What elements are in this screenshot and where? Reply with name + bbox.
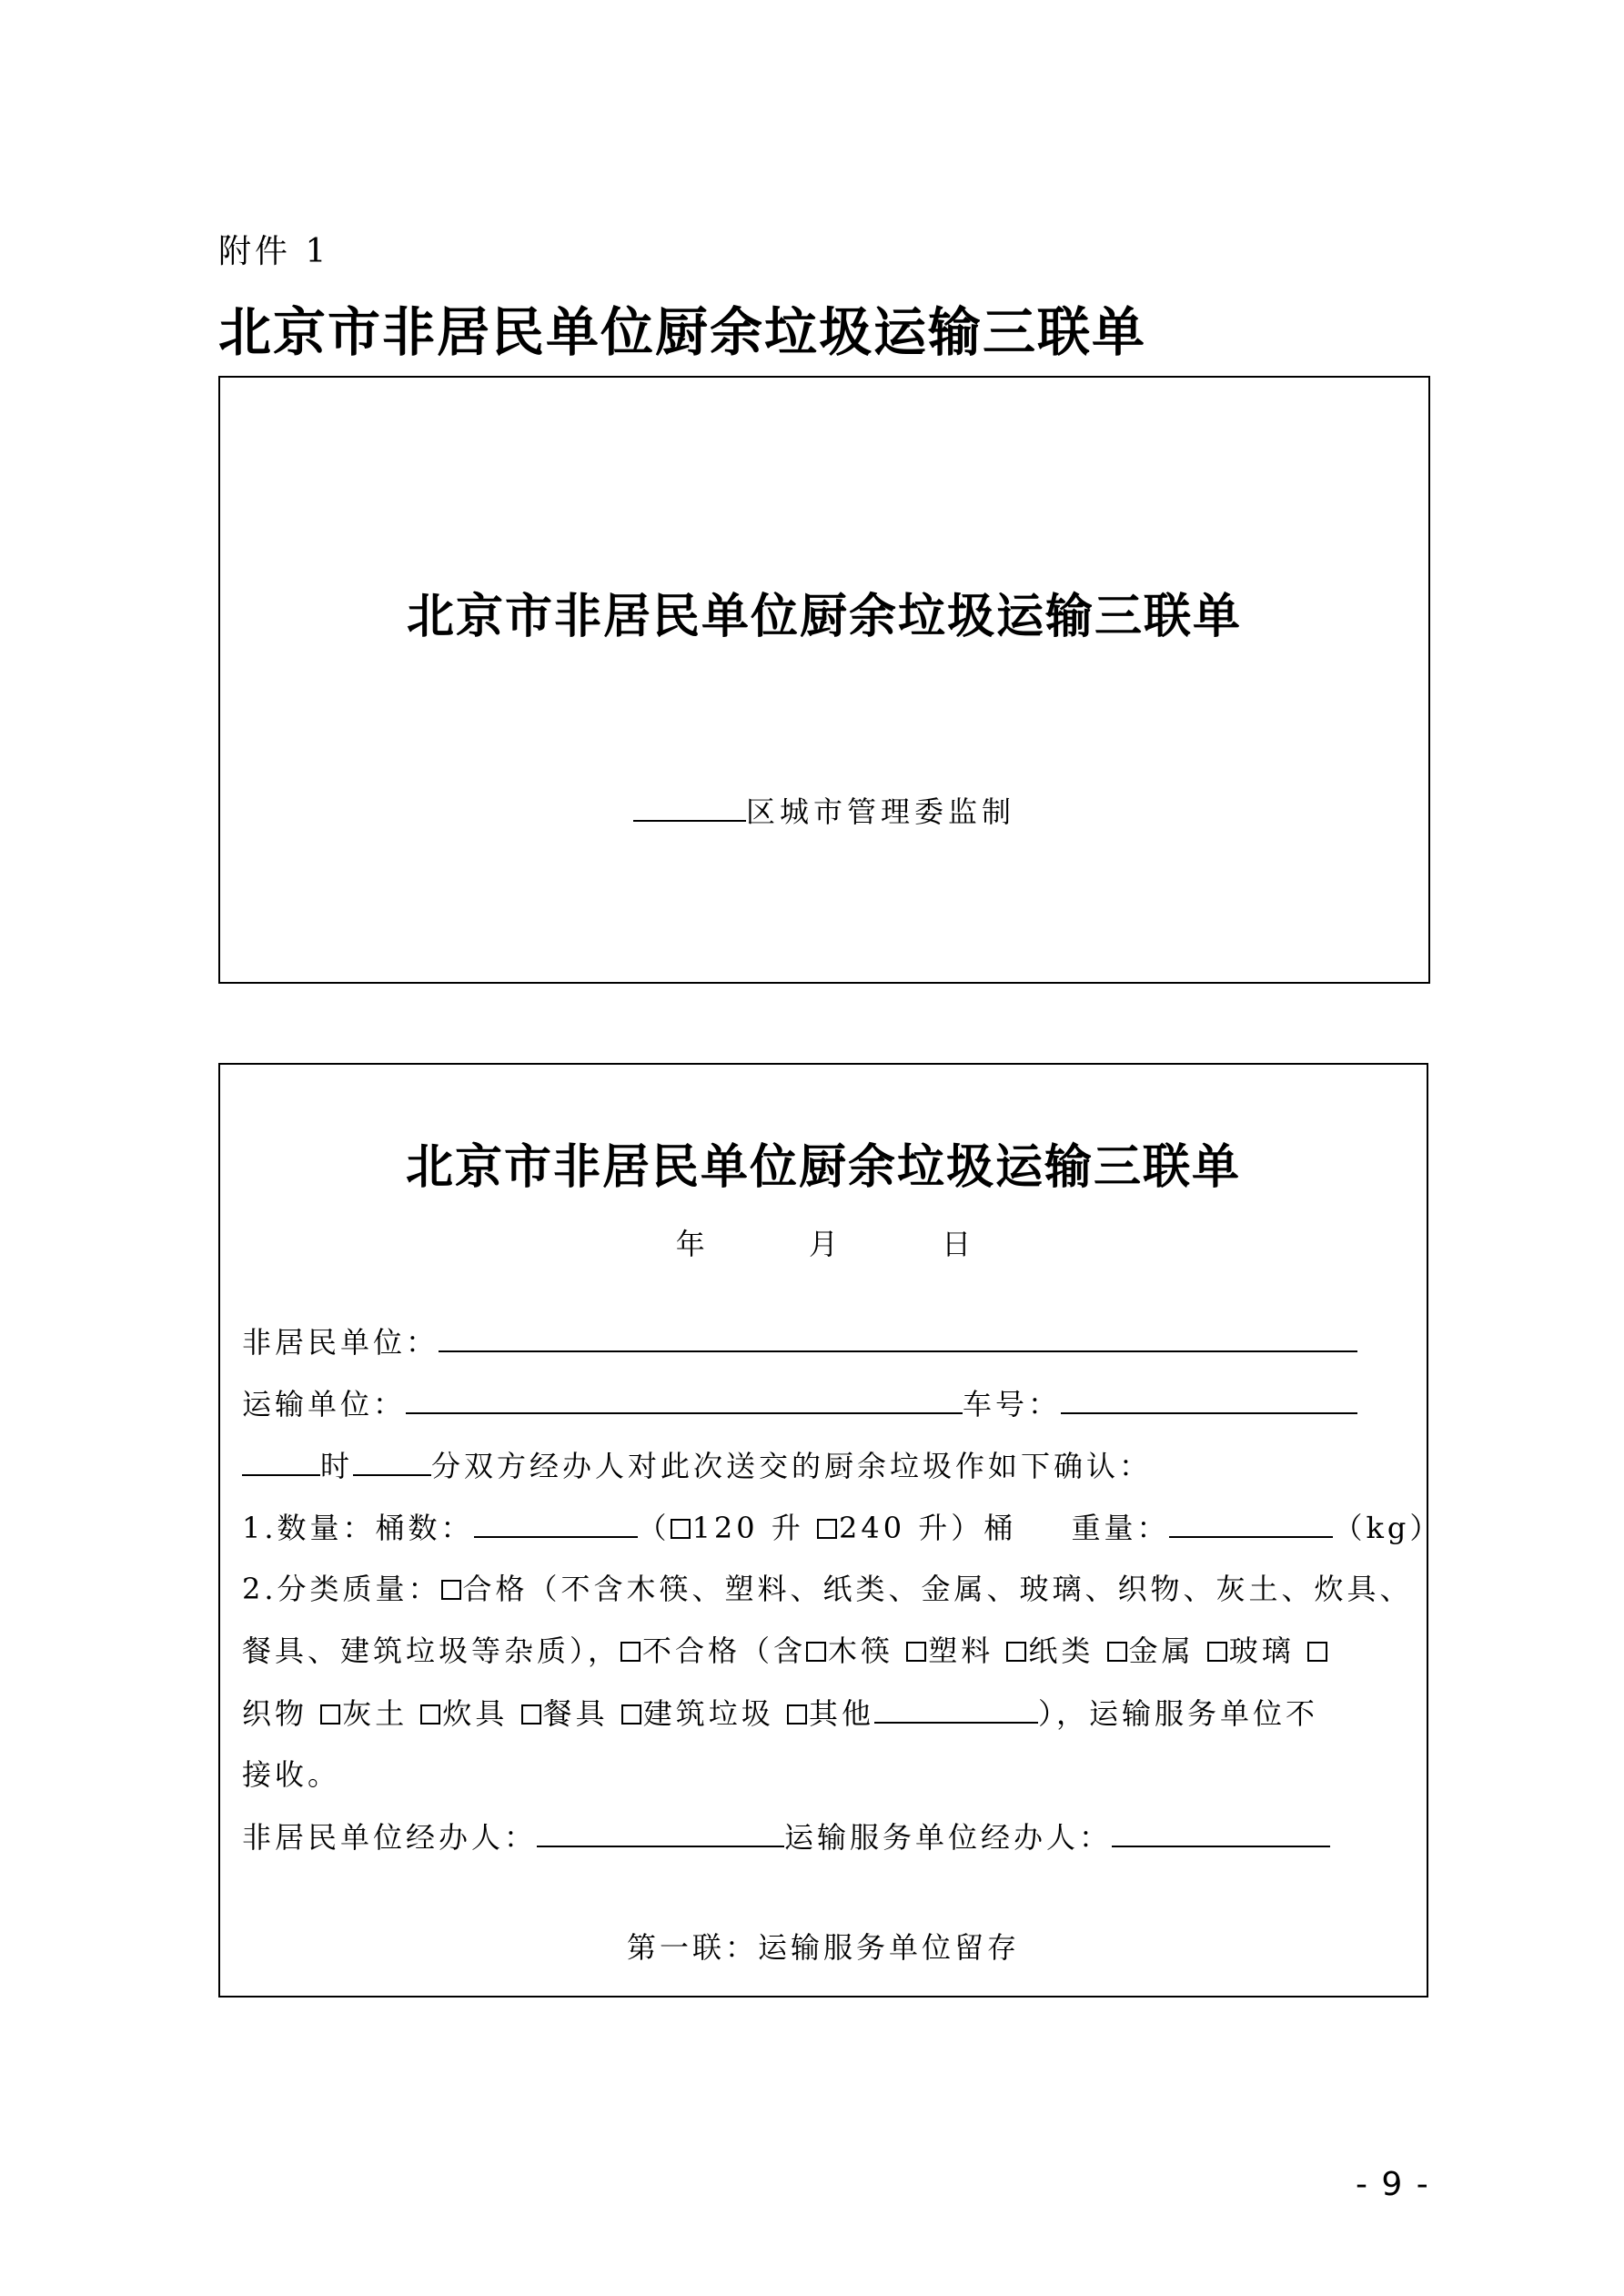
quality-row-1: [242, 1571, 1413, 1607]
unit-handler-label: 非居民单位经办人：: [242, 1820, 538, 1855]
tableware-checkbox[interactable]: [521, 1704, 541, 1725]
other-field[interactable]: [874, 1694, 1038, 1724]
date-year: 年: [675, 1227, 705, 1261]
weight-unit: （kg）: [1333, 1511, 1443, 1545]
unit-row: [242, 1323, 1405, 1360]
unit-handler-field[interactable]: [537, 1818, 784, 1847]
plate-label: 车号：: [963, 1387, 1062, 1421]
plastic-checkbox[interactable]: [906, 1642, 926, 1662]
unqualified-checkbox[interactable]: [620, 1642, 641, 1662]
form-title: 北京市非居民单位厨余垃圾运输三联单: [405, 1140, 1241, 1195]
qualified-text: 合格（不含木筷、塑料、纸类、金属、玻璃、织物、灰土、炊具、: [462, 1572, 1413, 1606]
qty-close: ）桶: [951, 1511, 1017, 1545]
tableware-label: 餐具: [542, 1696, 609, 1731]
transport-label: 运输单位：: [242, 1387, 407, 1421]
construction-checkbox[interactable]: [621, 1704, 641, 1725]
fabric-checkbox[interactable]: [1307, 1642, 1327, 1662]
other-label: 其他: [808, 1696, 874, 1731]
paper-checkbox[interactable]: [1006, 1642, 1026, 1662]
bin-240-checkbox[interactable]: [817, 1519, 837, 1539]
time-row: [242, 1447, 1405, 1484]
service-handler-label: 运输服务单位经办人：: [784, 1820, 1113, 1855]
bin-120-label: 120 升: [691, 1511, 804, 1545]
transport-field[interactable]: [406, 1385, 963, 1414]
hour-field[interactable]: [242, 1447, 320, 1476]
wood-label: 木筷: [828, 1633, 894, 1668]
date-line: [220, 1221, 1427, 1263]
dust-checkbox[interactable]: [320, 1704, 340, 1725]
dust-label: 灰土: [342, 1696, 409, 1731]
cover-title: 北京市非居民单位厨余垃圾运输三联单: [406, 590, 1242, 644]
form-card: [218, 1063, 1443, 1998]
fabric-label: 织物: [242, 1696, 308, 1731]
cover-card: [218, 376, 1430, 984]
quality-label: 2.分类质量：: [242, 1572, 441, 1606]
time-text: 分双方经办人对此次送交的厨余垃圾作如下确认：: [431, 1449, 1153, 1483]
weight-label: 重量：: [1071, 1511, 1170, 1545]
glass-checkbox[interactable]: [1207, 1642, 1227, 1662]
transport-row: [242, 1385, 1405, 1422]
metal-label: 金属: [1128, 1633, 1195, 1668]
qualified-checkbox[interactable]: [441, 1580, 461, 1600]
service-handler-field[interactable]: [1112, 1818, 1330, 1847]
refuse-text-cont: 接收。: [242, 1757, 341, 1792]
qty-open: （: [637, 1511, 671, 1545]
supervise-line: [220, 789, 1428, 831]
attachment-label: 附件 1: [218, 233, 330, 270]
quality-row-2: [242, 1633, 1405, 1669]
copy-label: 第一联：运输服务单位留存: [626, 1930, 1020, 1965]
bin-120-checkbox[interactable]: [671, 1519, 691, 1539]
construction-label: 建筑垃圾: [642, 1696, 774, 1731]
date-month: 月: [808, 1227, 838, 1261]
plate-field[interactable]: [1061, 1385, 1357, 1414]
bin-240-label: 240 升: [839, 1511, 952, 1545]
page-number: - 9 -: [1356, 2166, 1430, 2203]
quality-row-3: [242, 1694, 1405, 1732]
supervise-text: 区城市管理委监制: [745, 794, 1015, 829]
cookware-label: 炊具: [442, 1696, 509, 1731]
refuse-text: ），运输服务单位不: [1037, 1696, 1318, 1731]
page-title: 北京市非居民单位厨余垃圾运输三联单: [218, 301, 1147, 363]
wood-checkbox[interactable]: [806, 1642, 826, 1662]
minute-field[interactable]: [353, 1447, 431, 1476]
quantity-label: 1.数量：桶数：: [242, 1511, 474, 1545]
metal-checkbox[interactable]: [1107, 1642, 1127, 1662]
qualified-text-cont: 餐具、建筑垃圾等杂质），: [242, 1633, 621, 1668]
hour-label: 时: [320, 1449, 354, 1483]
date-day: 日: [942, 1227, 972, 1261]
bin-count-field[interactable]: [474, 1509, 638, 1538]
unit-label: 非居民单位：: [242, 1325, 439, 1360]
unit-field[interactable]: [439, 1323, 1357, 1352]
unqualified-text: 不合格（含: [642, 1633, 807, 1668]
district-blank[interactable]: [633, 789, 746, 822]
other-checkbox[interactable]: [787, 1704, 807, 1725]
weight-field[interactable]: [1169, 1509, 1333, 1538]
cookware-checkbox[interactable]: [420, 1704, 440, 1725]
glass-label: 玻璃: [1228, 1633, 1295, 1668]
handler-row: [242, 1818, 1405, 1856]
plastic-label: 塑料: [928, 1633, 994, 1668]
quantity-row: [242, 1509, 1443, 1546]
quality-row-4: [242, 1756, 1405, 1793]
paper-label: 纸类: [1028, 1633, 1094, 1668]
